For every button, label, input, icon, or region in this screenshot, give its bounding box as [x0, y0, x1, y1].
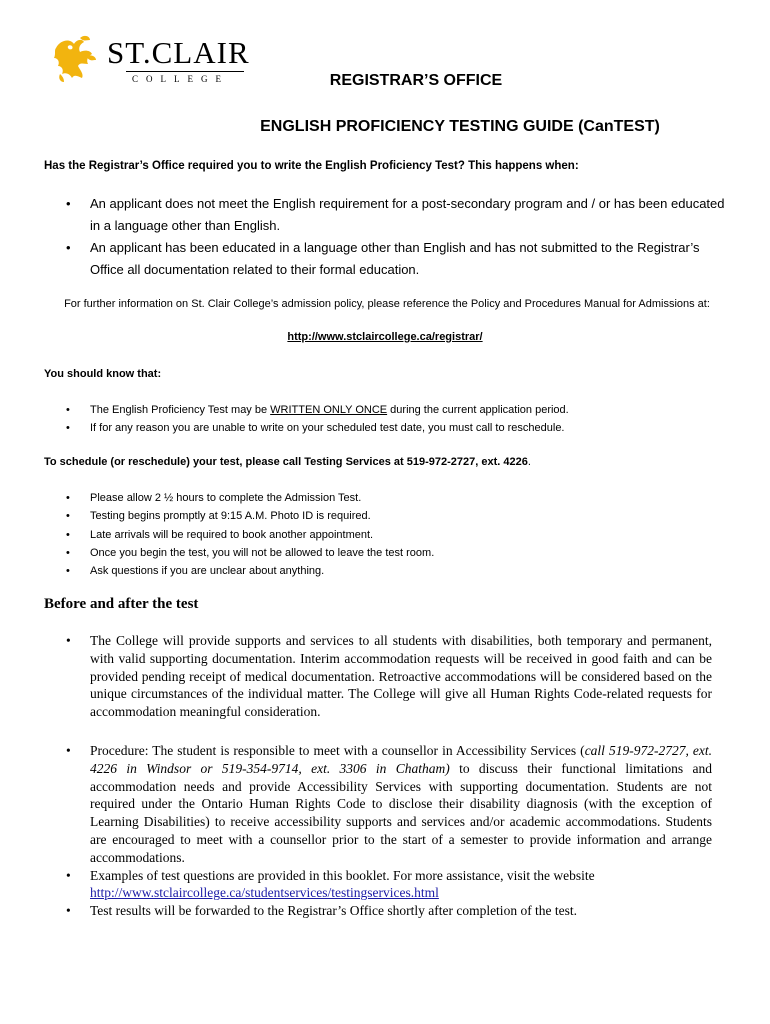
list-item: [66, 742, 712, 867]
procedure-list: [66, 742, 712, 920]
procedure-text: to discuss their functional limitations and accommodation needs and provide Accessibility Services with supporting documentation. Students are not required under the Ontario Human Rights Code to disclose their disability diagnosis (with the exception of Learning Disabilities) to receive accessibility supports and services and/or academic accommodations. Students are encouraged to meet with a counsellor prior to the start of a semester to provide information and arrange accommodations.: [90, 760, 713, 865]
schedule-heading-text: To schedule (or reschedule) your test, please call Testing Services at 519-972-2727, ext. 4226: [44, 456, 528, 468]
guide-title: ENGLISH PROFICIENCY TESTING GUIDE (CanTEST): [260, 118, 660, 135]
registrar-link[interactable]: http://www.stclaircollege.ca/registrar/: [287, 331, 483, 343]
list-item: • Ask questions if you are unclear about anything.: [66, 562, 736, 580]
list-item: • Test results will be forwarded to the Registrar’s Office shortly after completion of the test.: [66, 902, 712, 920]
procedure-phone: call 519-972-2727, ext. 4226 in Windsor or 519-354-9714, ext. 3306 in Chatham): [90, 743, 712, 776]
procedure-text: Procedure: The student is responsible to meet with a counsellor in Accessibility Services (: [90, 743, 585, 758]
written-once-emphasis: WRITTEN ONLY ONCE: [270, 404, 388, 416]
before-after-heading: Before and after the test: [44, 596, 199, 612]
schedule-heading: [44, 456, 531, 468]
logo-subtitle: COLLEGE: [132, 74, 229, 84]
list-item: • Please allow 2 ½ hours to complete the Admission Test.: [66, 489, 736, 507]
examples-text: Examples of test questions are provided in this booklet. For more assistance, visit the website: [90, 867, 595, 883]
list-item: • Once you begin the test, you will not be allowed to leave the test room.: [66, 544, 736, 562]
know-list: [66, 401, 736, 437]
list-item: • Testing begins promptly at 9:15 A.M. Photo ID is required.: [66, 507, 736, 525]
schedule-heading-period: .: [527, 456, 531, 468]
know-text: during the current application period.: [387, 404, 569, 416]
list-item: [66, 867, 712, 903]
know-text: The English Proficiency Test may be: [90, 404, 271, 416]
list-item: • An applicant has been educated in a language other than English and has not submitted to the Registrar’s Office all documentation related to their formal education.: [66, 237, 726, 281]
list-item: • Late arrivals will be required to book another appointment.: [66, 526, 736, 544]
supports-list: [66, 632, 712, 721]
intro-question: Has the Registrar’s Office required you to write the English Proficiency Test? This happens when:: [44, 160, 579, 172]
logo-name: ST.CLAIR: [107, 35, 250, 70]
list-item: [66, 401, 736, 419]
know-heading: You should know that:: [44, 368, 162, 380]
policy-text: For further information on St. Clair College’s admission policy, please reference the Policy and Procedures Manual for Admissions at:: [64, 298, 710, 310]
requirement-list: [66, 193, 726, 281]
testing-services-link[interactable]: http://www.stclaircollege.ca/studentservices/testingservices.html: [90, 885, 439, 901]
list-item: • An applicant does not meet the English requirement for a post-secondary program and / or has been educated in a language other than English.: [66, 193, 726, 237]
list-item: • The College will provide supports and services to all students with disabilities, both temporary and permanent, with valid supporting documentation. Interim accommodation requests will be received in good faith and can be provided pending receipt of medical documentation. Retroactive accommodations will be considered based on the unique circumstances of the individual matter. The College will give all Human Rights Code-related requests for accommodation meaningful consideration.: [66, 632, 712, 721]
office-title: REGISTRAR’S OFFICE: [329, 72, 503, 89]
list-item: • If for any reason you are unable to write on your scheduled test date, you must call to reschedule.: [66, 419, 736, 437]
schedule-list: [66, 489, 736, 580]
